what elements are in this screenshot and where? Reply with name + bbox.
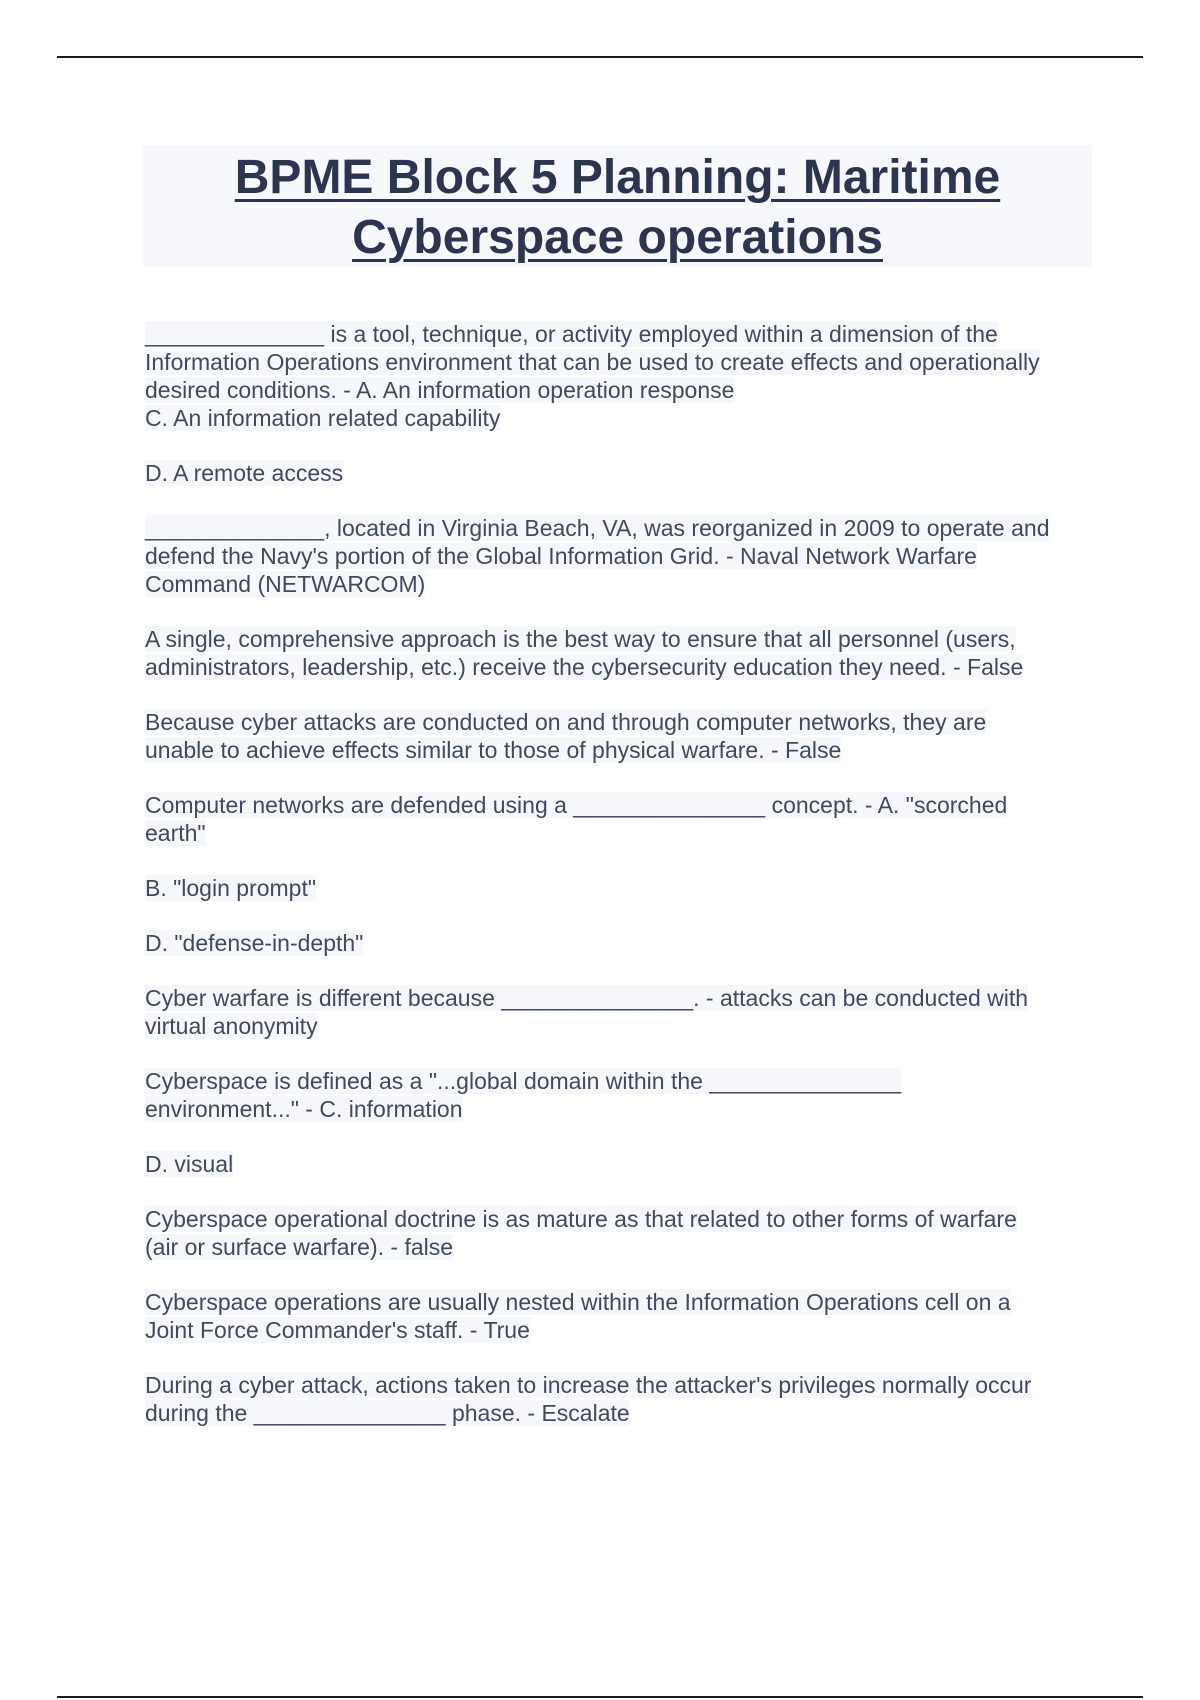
list-item — [145, 514, 1095, 598]
list-item — [145, 708, 1095, 764]
item-line: desired conditions. - A. An information operation response — [145, 377, 735, 403]
item-line: ______________, located in Virginia Beach, VA, was reorganized in 2009 to operate and — [145, 515, 1050, 541]
item-line: Because cyber attacks are conducted on and through computer networks, they are — [145, 709, 987, 735]
item-line: D. "defense-in-depth" — [145, 930, 364, 956]
item-line: Cyberspace operations are usually nested within the Information Operations cell on a — [145, 1289, 1011, 1315]
list-item — [145, 320, 1095, 432]
item-line: administrators, leadership, etc.) receive the cybersecurity education they need. - False — [145, 654, 1024, 680]
item-line: during the _______________ phase. - Escalate — [145, 1400, 630, 1426]
page-title — [143, 148, 1092, 268]
item-line: A single, comprehensive approach is the best way to ensure that all personnel (users, — [145, 626, 1016, 652]
item-line: Information Operations environment that can be used to create effects and operationally — [145, 349, 1040, 375]
item-line: Cyberspace operational doctrine is as mature as that related to other forms of warfare — [145, 1206, 1017, 1232]
item-line: earth" — [145, 820, 206, 846]
question-list — [145, 320, 1095, 1427]
item-line: virtual anonymity — [145, 1013, 318, 1039]
item-line: C. An information related capability — [145, 405, 501, 431]
list-item — [145, 625, 1095, 681]
item-line: ______________ is a tool, technique, or activity employed within a dimension of the — [145, 321, 998, 347]
item-line: Computer networks are defended using a _______________ concept. - A. "scorched — [145, 792, 1008, 818]
item-line: B. "login prompt" — [145, 875, 317, 901]
item-line: defend the Navy's portion of the Global Information Grid. - Naval Network Warfare — [145, 543, 977, 569]
item-line: Cyberspace is defined as a "...global domain within the _______________ — [145, 1068, 902, 1094]
bottom-rule — [57, 1696, 1143, 1698]
list-item — [145, 1205, 1095, 1261]
item-line: D. A remote access — [145, 460, 344, 486]
list-item — [145, 1288, 1095, 1344]
item-line: D. visual — [145, 1151, 234, 1177]
item-line: During a cyber attack, actions taken to increase the attacker's privileges normally occur — [145, 1372, 1032, 1398]
top-rule — [57, 56, 1143, 58]
list-item — [145, 874, 1095, 902]
list-item — [145, 1150, 1095, 1178]
item-line: unable to achieve effects similar to those of physical warfare. - False — [145, 737, 842, 763]
list-item — [145, 791, 1095, 847]
item-line: Cyber warfare is different because _______________. - attacks can be conducted with — [145, 985, 1029, 1011]
item-line: Joint Force Commander's staff. - True — [145, 1317, 530, 1343]
item-line: Command (NETWARCOM) — [145, 571, 426, 597]
title-line-1: BPME Block 5 Planning: Maritime — [234, 151, 1001, 204]
list-item — [145, 459, 1095, 487]
list-item — [145, 1067, 1095, 1123]
list-item — [145, 929, 1095, 957]
item-line: environment..." - C. information — [145, 1096, 463, 1122]
list-item — [145, 1371, 1095, 1427]
list-item — [145, 984, 1095, 1040]
title-block — [143, 145, 1092, 266]
item-line: (air or surface warfare). - false — [145, 1234, 454, 1260]
title-line-2: Cyberspace operations — [352, 211, 883, 264]
